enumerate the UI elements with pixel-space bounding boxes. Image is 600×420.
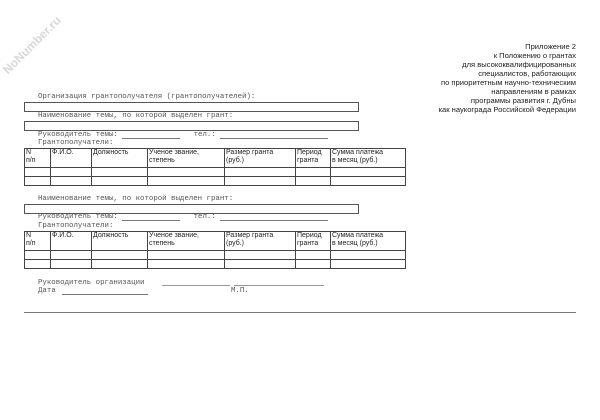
- table-row[interactable]: [25, 168, 406, 177]
- appendix-note: [356, 42, 576, 114]
- header-cell: Должность: [92, 232, 148, 251]
- org-field[interactable]: [24, 102, 359, 112]
- head-label-2: Руководитель темы:: [38, 213, 118, 221]
- table-header-row: [25, 232, 406, 251]
- topic-label: Наименование темы, по которой выделен грант:: [38, 112, 234, 120]
- phone-field[interactable]: [220, 131, 328, 139]
- header-cell: Должность: [92, 149, 148, 168]
- appendix-line: как наукограда Российской Федерации: [438, 105, 576, 114]
- header-cell: Ученое звание, степень: [148, 149, 225, 168]
- table-row[interactable]: [25, 177, 406, 186]
- table-row[interactable]: [25, 251, 406, 260]
- header-cell: Размер гранта (руб.): [225, 149, 296, 168]
- watermark: NoNumber.ru: [0, 13, 64, 77]
- table-header-row: [25, 149, 406, 168]
- header-cell: Размер гранта (руб.): [225, 232, 296, 251]
- appendix-line: по приоритетным научно-техническим: [440, 78, 576, 87]
- header-cell: Период гранта: [296, 232, 331, 251]
- appendix-line: Приложение 2: [525, 42, 576, 51]
- head-label: Руководитель темы:: [38, 131, 118, 139]
- phone-label: тел.:: [193, 131, 216, 139]
- phone-field-2[interactable]: [220, 213, 328, 221]
- header-cell: Сумма платежа в месяц (руб.): [331, 232, 406, 251]
- org-head-signature-line[interactable]: [162, 285, 230, 286]
- recipients-label: Грантополучатели:: [38, 139, 114, 147]
- divider: [24, 312, 576, 313]
- recipients-label-2: Грантополучатели:: [38, 222, 114, 230]
- head-field-2[interactable]: [122, 213, 180, 221]
- topic-label-2: Наименование темы, по которой выделен грант:: [38, 195, 234, 203]
- recipients-table-1: [24, 148, 406, 186]
- org-label: Организация грантополучателя (грантополучателей):: [38, 93, 256, 101]
- appendix-line: программы развития г. Дубны: [470, 96, 576, 105]
- org-head-label: Руководитель организации: [38, 279, 145, 287]
- head-field[interactable]: [122, 131, 180, 139]
- date-label: Дата: [38, 287, 56, 295]
- date-field[interactable]: [62, 294, 148, 295]
- appendix-line: для высококвалифицированных: [462, 60, 576, 69]
- org-head-name-line[interactable]: [234, 285, 324, 286]
- stamp-label: М.П.: [231, 287, 249, 295]
- header-cell: Ученое звание, степень: [148, 232, 225, 251]
- recipients-table-2: [24, 231, 406, 269]
- header-cell: Ф.И.О.: [51, 232, 92, 251]
- topic-field[interactable]: [24, 121, 359, 131]
- header-cell: N п/п: [25, 149, 51, 168]
- table-row[interactable]: [25, 260, 406, 269]
- header-cell: N п/п: [25, 232, 51, 251]
- header-cell: Сумма платежа в месяц (руб.): [331, 149, 406, 168]
- header-cell: Период гранта: [296, 149, 331, 168]
- header-cell: Ф.И.О.: [51, 149, 92, 168]
- appendix-line: к Положению о грантах: [493, 51, 576, 60]
- phone-label-2: тел.:: [193, 213, 216, 221]
- appendix-line: специалистов, работающих: [478, 69, 576, 78]
- appendix-line: направлениям в рамках: [491, 87, 576, 96]
